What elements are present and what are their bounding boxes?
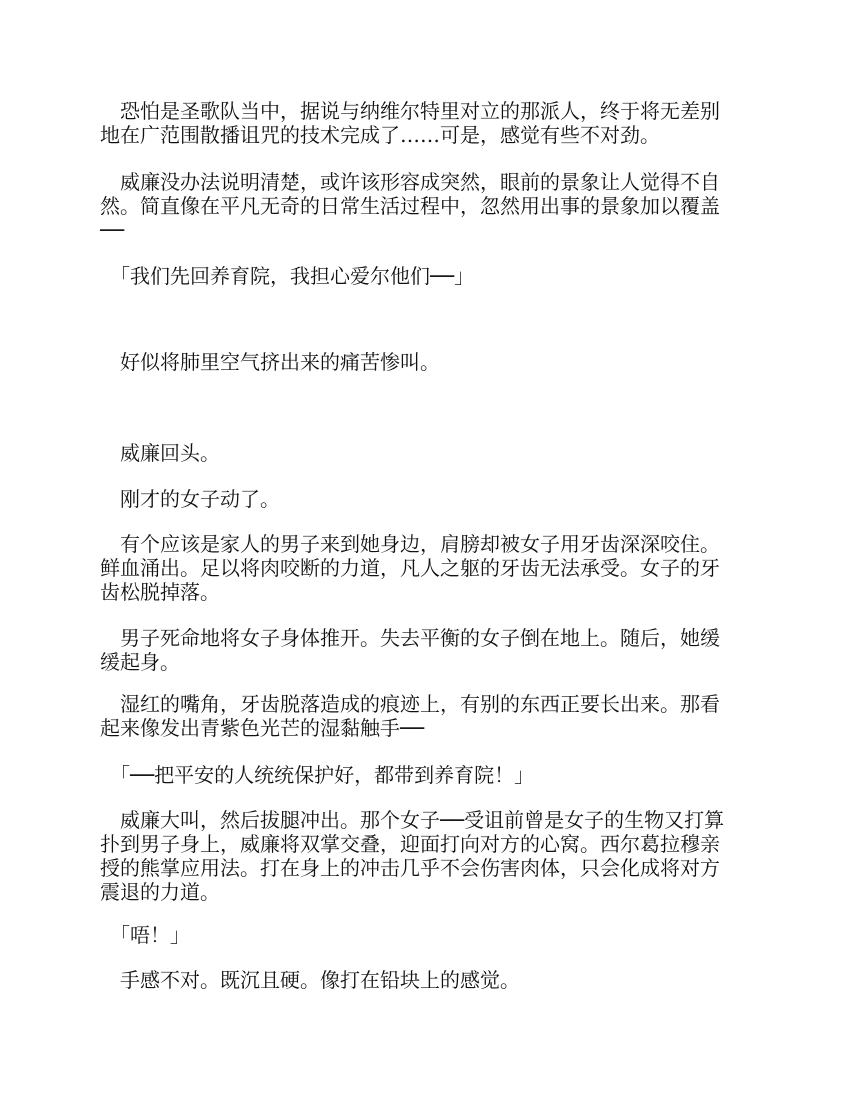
paragraph-3 — [100, 264, 750, 288]
text-line: 刚才的女子动了。 — [100, 487, 280, 511]
text-line: 鲜血涌出。足以将肉咬断的力道，凡人之躯的牙齿无法承受。女子的牙 — [100, 556, 720, 580]
text-line: 「──把平安的人统统保护好，都带到养育院！」 — [100, 763, 535, 787]
paragraph-7 — [100, 532, 750, 604]
text-line: 有个应该是家人的男子来到她身边，肩膀却被女子用牙齿深深咬住。 — [100, 532, 720, 556]
text-line: 「唔！」 — [100, 923, 190, 947]
paragraph-10 — [100, 763, 750, 787]
paragraph-12 — [100, 923, 750, 947]
text-line: 威廉大叫，然后拔腿冲出。那个女子──受诅前曾是女子的生物又打算 — [100, 808, 725, 832]
text-line: 然。简直像在平凡无奇的日常生活过程中，忽然用出事的景象加以覆盖 — [100, 194, 720, 218]
text-line: 威廉回头。 — [100, 441, 220, 465]
text-line: 缓起身。 — [100, 650, 180, 674]
text-line: 授的熊掌应用法。打在身上的冲击几乎不会伤害肉体，只会化成将对方 — [100, 856, 720, 880]
text-line: 震退的力道。 — [100, 880, 220, 904]
paragraph-1 — [100, 99, 750, 147]
text-line: 「我们先回养育院，我担心爱尔他们──」 — [100, 264, 475, 288]
text-line: 扑到男子身上，威廉将双掌交叠，迎面打向对方的心窝。西尔葛拉穆亲 — [100, 832, 720, 856]
paragraph-11 — [100, 808, 750, 904]
text-line: ── — [100, 218, 125, 242]
text-line: 男子死命地将女子身体推开。失去平衡的女子倒在地上。随后，她缓 — [100, 626, 720, 650]
text-line: 地在广范围散播诅咒的技术完成了……可是，感觉有些不对劲。 — [100, 123, 660, 147]
paragraph-6 — [100, 487, 750, 511]
text-line: 威廉没办法说明清楚，或许该形容成突然，眼前的景象让人觉得不自 — [100, 170, 720, 194]
paragraph-9 — [100, 692, 750, 740]
text-line: 好似将肺里空气挤出来的痛苦惨叫。 — [100, 350, 440, 374]
text-line: 手感不对。既沉且硬。像打在铅块上的感觉。 — [100, 968, 520, 992]
paragraph-13 — [100, 968, 750, 992]
text-line: 湿红的嘴角，牙齿脱落造成的痕迹上，有别的东西正要长出来。那看 — [100, 692, 720, 716]
text-line: 起来像发出青紫色光芒的湿黏触手── — [100, 716, 425, 740]
paragraph-8 — [100, 626, 750, 674]
text-line: 齿松脱掉落。 — [100, 580, 220, 604]
text-line: 恐怕是圣歌队当中，据说与纳维尔特里对立的那派人，终于将无差别 — [100, 99, 720, 123]
paragraph-4 — [100, 350, 750, 374]
paragraph-2 — [100, 170, 750, 242]
paragraph-5 — [100, 441, 750, 465]
